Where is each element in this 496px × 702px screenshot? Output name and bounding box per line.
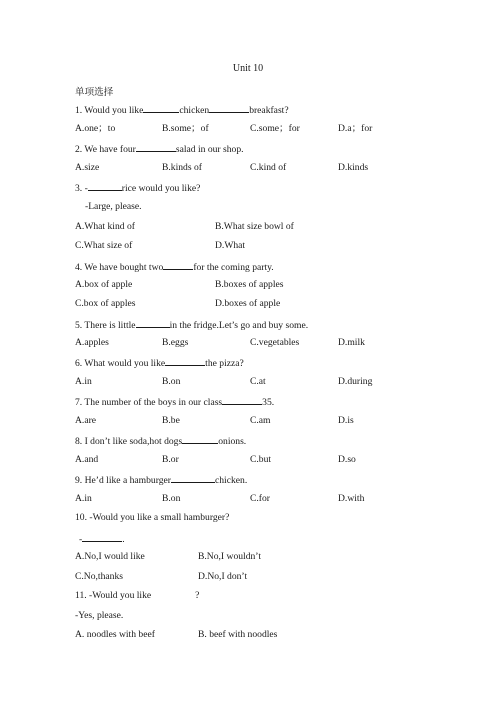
option-a: A.in xyxy=(75,493,92,504)
page-title: Unit 10 xyxy=(232,63,264,74)
option-a: A.box of apple xyxy=(75,279,133,290)
question-8: 8. I don’t like soda,hot dogs onions. xyxy=(75,436,247,447)
option-c: C.No,thanks xyxy=(75,571,123,582)
option-a: A.one；to xyxy=(75,123,116,134)
question-10-response: - . xyxy=(79,534,125,545)
question-3-response: -Large, please. xyxy=(85,201,142,212)
option-b: B. beef with noodles xyxy=(198,629,278,640)
option-b: B.No,I wouldn’t xyxy=(198,551,261,562)
answer-blank xyxy=(165,356,205,366)
option-d: D.No,I don’t xyxy=(198,571,248,582)
option-a: A.in xyxy=(75,376,92,387)
answer-blank xyxy=(136,318,170,328)
question-6: 6. What would you like the pizza? xyxy=(75,358,244,369)
option-c: C.for xyxy=(250,493,270,504)
option-b: B.be xyxy=(162,415,180,426)
option-d: D.a；for xyxy=(338,123,373,134)
question-1: 1. Would you like chicken breakfast? xyxy=(75,105,289,116)
answer-blank xyxy=(222,395,262,405)
option-b: B.some；of xyxy=(162,123,209,134)
answer-blank xyxy=(163,260,193,270)
option-b: B.What size bowl of xyxy=(215,221,294,232)
option-c: C.but xyxy=(250,454,272,465)
question-10: 10. -Would you like a small hamburger? xyxy=(75,512,230,523)
answer-blank xyxy=(209,103,249,113)
option-c: C.kind of xyxy=(250,162,287,173)
option-a: A. noodles with beef xyxy=(75,629,155,640)
option-d: D.during xyxy=(338,376,373,387)
option-b: B.on xyxy=(162,376,181,387)
option-c: C.some；for xyxy=(250,123,300,134)
option-a: A.size xyxy=(75,162,100,173)
option-d: D.so xyxy=(338,454,356,465)
option-a: A.are xyxy=(75,415,97,426)
option-d: D.kinds xyxy=(338,162,369,173)
option-b: B.on xyxy=(162,493,181,504)
question-5: 5. There is little in the fridge.Let’s go and buy some. xyxy=(75,320,309,331)
option-a: A.No,I would like xyxy=(75,551,145,562)
answer-blank xyxy=(182,434,218,444)
question-11: 11. -Would you like ? xyxy=(75,590,200,601)
option-d: D.with xyxy=(338,493,365,504)
option-d: D.What xyxy=(215,240,246,251)
answer-blank xyxy=(82,532,122,542)
question-2: 2. We have four salad in our shop. xyxy=(75,144,244,155)
option-a: A.apples xyxy=(75,337,109,348)
answer-blank xyxy=(171,473,215,483)
option-b: B.kinds of xyxy=(162,162,202,173)
question-3: 3. - rice would you like? xyxy=(75,183,201,194)
question-7: 7. The number of the boys in our class 35. xyxy=(75,397,275,408)
option-c: C.am xyxy=(250,415,271,426)
option-a: A.What kind of xyxy=(75,221,135,232)
option-d: D.milk xyxy=(338,337,365,348)
option-b: B.boxes of apples xyxy=(215,279,284,290)
option-c: C.box of apples xyxy=(75,298,136,309)
question-9: 9. He’d like a hamburger chicken. xyxy=(75,475,248,486)
option-c: C.vegetables xyxy=(250,337,300,348)
answer-blank xyxy=(136,142,176,152)
option-d: D.boxes of apple xyxy=(215,298,281,309)
option-b: B.eggs xyxy=(162,337,189,348)
option-c: C.at xyxy=(250,376,266,387)
answer-blank xyxy=(143,103,179,113)
option-d: D.is xyxy=(338,415,354,426)
answer-blank xyxy=(88,181,122,191)
question-11-response: -Yes, please. xyxy=(75,610,124,621)
section-heading: 单项选择 xyxy=(75,87,114,98)
option-a: A.and xyxy=(75,454,99,465)
option-b: B.or xyxy=(162,454,179,465)
option-c: C.What size of xyxy=(75,240,133,251)
question-4: 4. We have bought two for the coming party. xyxy=(75,262,274,273)
